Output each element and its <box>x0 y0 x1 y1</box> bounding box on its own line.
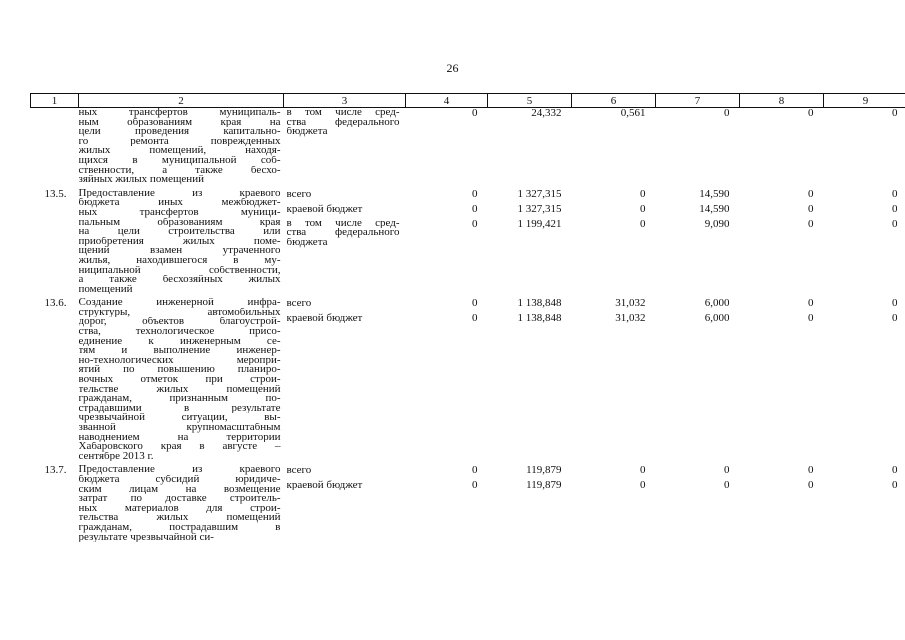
value-cell: 119,879 <box>526 464 562 477</box>
value-cell: 0 <box>472 479 478 492</box>
value-cell: 0 <box>472 202 478 215</box>
table-row <box>31 108 905 185</box>
value-column-6 <box>572 108 656 185</box>
value-column-4 <box>406 108 488 185</box>
value-column-5 <box>488 298 572 461</box>
value-cell: 0 <box>640 464 646 477</box>
table-row <box>31 189 905 295</box>
value-cell: 0 <box>808 107 814 119</box>
value-cell: 1 327,315 <box>517 202 562 215</box>
value-cell: 0 <box>808 479 814 492</box>
value-cell: 0 <box>472 464 478 477</box>
budget-table <box>30 93 905 542</box>
description-line: страдавшими в результате <box>78 403 281 414</box>
funding-source-line: краевой бюджет <box>286 203 363 214</box>
item-description <box>79 189 284 295</box>
value-column-9 <box>824 189 905 295</box>
funding-source-line: ства федерального <box>286 228 400 238</box>
funding-source <box>284 465 406 542</box>
description-line: тям и выполнение инженер- <box>78 346 281 356</box>
column-header-7: 7 <box>656 94 740 108</box>
description-line: бюджета иных межбюджет- <box>78 198 281 208</box>
description-line: тельства жилых помещений <box>78 513 281 523</box>
funding-source <box>284 189 406 295</box>
header-row <box>31 94 905 108</box>
column-header-6: 6 <box>572 94 656 108</box>
value-cell: 1 199,421 <box>517 217 562 230</box>
table-header <box>31 94 905 108</box>
value-cell: 0 <box>472 187 478 200</box>
value-cell: 1 327,315 <box>517 187 562 200</box>
value-cell: 0,561 <box>620 107 646 119</box>
value-cell: 31,032 <box>615 297 646 310</box>
value-column-4 <box>406 189 488 295</box>
description-line: гражданам, признанным по- <box>78 394 281 404</box>
funding-source-entry <box>287 313 400 328</box>
value-cell: 0 <box>808 297 814 310</box>
item-code: 13.7. <box>44 464 67 477</box>
column-header-9: 9 <box>824 94 905 108</box>
description-line: зяйных жилых помещений <box>78 175 204 185</box>
value-cell: 1 138,848 <box>517 297 562 310</box>
item-code: 13.5. <box>44 187 67 200</box>
value-cell: 1 138,848 <box>517 312 562 325</box>
description-line: ных трансфертов муниципаль- <box>78 108 281 118</box>
value-cell: 0 <box>892 312 898 325</box>
item-code: 13.6. <box>44 297 67 310</box>
description-line: ниципальной собственности, <box>78 265 281 276</box>
description-line: цели проведения капитально- <box>78 127 281 137</box>
funding-source-line: краевой бюджет <box>286 480 363 491</box>
funding-source-entry <box>287 298 400 313</box>
description-line: на цели строительства или <box>78 227 281 237</box>
value-column-9 <box>824 298 905 461</box>
value-column-8 <box>740 298 824 461</box>
funding-source-entry <box>287 480 400 495</box>
item-description <box>79 108 284 185</box>
value-cell: 0 <box>724 479 730 492</box>
description-line: Создание инженерной инфра- <box>78 298 281 308</box>
value-cell: 0 <box>472 217 478 230</box>
value-column-5 <box>488 108 572 185</box>
description-line: Предоставление из краевого <box>78 188 281 199</box>
value-cell: 0 <box>808 464 814 477</box>
value-cell: 24,332 <box>531 107 562 119</box>
value-column-6 <box>572 465 656 542</box>
value-cell: 119,879 <box>526 479 562 492</box>
value-column-7 <box>656 189 740 295</box>
description-line: щихся в муниципальной соб- <box>78 155 281 166</box>
description-line: ным образованиям края на <box>78 117 281 128</box>
page-number: 26 <box>446 61 459 75</box>
value-column-8 <box>740 108 824 185</box>
value-column-5 <box>488 189 572 295</box>
value-column-9 <box>824 108 905 185</box>
value-cell: 0 <box>892 187 898 200</box>
description-line: а также бесхозяйных жилых <box>78 275 281 285</box>
description-line: дорог, объектов благоустрой- <box>78 317 281 328</box>
column-header-1: 1 <box>31 94 79 108</box>
funding-source-line: бюджета <box>286 237 328 248</box>
value-cell: 0 <box>724 464 730 477</box>
description-line: сентябре 2013 г. <box>78 451 154 462</box>
value-cell: 0 <box>472 312 478 325</box>
column-header-2: 2 <box>79 94 284 108</box>
value-cell: 0 <box>640 187 646 200</box>
funding-source-entry <box>287 219 400 248</box>
value-column-7 <box>656 298 740 461</box>
column-header-8: 8 <box>740 94 824 108</box>
description-line: затрат по доставке строитель- <box>78 494 281 504</box>
funding-source-line: бюджета <box>286 127 328 137</box>
value-column-4 <box>406 298 488 461</box>
value-cell: 9,090 <box>704 217 730 230</box>
funding-source <box>284 108 406 185</box>
description-line: помещений <box>78 284 133 295</box>
funding-source-entry <box>287 204 400 219</box>
value-cell: 0 <box>808 312 814 325</box>
value-cell: 0 <box>472 107 478 119</box>
value-cell: 0 <box>808 187 814 200</box>
description-line: жилья, находившегося в му- <box>78 255 281 266</box>
description-line: ства, технологическое присо- <box>78 327 281 337</box>
value-cell: 0 <box>472 297 478 310</box>
description-line: ственности, а также бесхо- <box>78 165 281 176</box>
column-header-5: 5 <box>488 94 572 108</box>
funding-source-line: ства федерального <box>286 117 400 128</box>
description-line: Предоставление из краевого <box>78 465 281 475</box>
description-line: гражданам, пострадавшим в <box>78 522 281 533</box>
column-header-3: 3 <box>284 94 406 108</box>
value-column-9 <box>824 465 905 542</box>
description-line: пальным образованиям края <box>78 217 281 228</box>
value-cell: 6,000 <box>704 297 730 310</box>
value-column-7 <box>656 108 740 185</box>
description-line: Хабаровского края в августе – <box>78 442 281 452</box>
description-line: вочных отметок при строи- <box>78 375 281 385</box>
value-cell: 0 <box>640 202 646 215</box>
description-line: ятий по повышению планиро- <box>78 365 281 376</box>
value-cell: 0 <box>724 107 730 119</box>
value-column-8 <box>740 465 824 542</box>
funding-source-line: всего <box>286 465 312 476</box>
funding-source-line: в том числе сред- <box>286 108 400 118</box>
value-cell: 0 <box>640 479 646 492</box>
funding-source-entry <box>287 108 400 137</box>
description-line: го ремонта поврежденных <box>78 136 281 147</box>
funding-source-line: всего <box>286 298 312 309</box>
description-line: приобретения жилых поме- <box>78 236 281 247</box>
description-line: тельстве жилых помещений <box>78 384 281 395</box>
table-row <box>31 465 905 542</box>
value-cell: 6,000 <box>704 312 730 325</box>
description-line: наводнением на территории <box>78 432 281 443</box>
value-cell: 0 <box>892 297 898 310</box>
description-line: ским лицам на возмещение <box>78 484 281 495</box>
value-cell: 0 <box>892 479 898 492</box>
funding-source-line: в том числе сред- <box>286 218 400 229</box>
value-cell: 14,590 <box>699 187 730 200</box>
value-cell: 14,590 <box>699 202 730 215</box>
description-line: но-технологических меропри- <box>78 355 281 366</box>
description-line: ных материалов для строи- <box>78 503 281 514</box>
value-cell: 0 <box>892 464 898 477</box>
value-cell: 0 <box>808 217 814 230</box>
description-line: чрезвычайной ситуации, вы- <box>78 413 281 423</box>
value-cell: 0 <box>892 217 898 230</box>
value-column-6 <box>572 189 656 295</box>
funding-source-entry <box>287 189 400 204</box>
item-description <box>79 465 284 542</box>
description-line: щений взамен утраченного <box>78 246 281 256</box>
value-column-7 <box>656 465 740 542</box>
value-column-6 <box>572 298 656 461</box>
description-line: жилых помещений, находя- <box>78 146 281 156</box>
description-line: бюджета субсидий юридиче- <box>78 474 281 485</box>
description-line: структуры, автомобильных <box>78 307 281 318</box>
value-cell: 0 <box>640 217 646 230</box>
funding-source-line: всего <box>286 188 312 199</box>
item-description <box>79 298 284 461</box>
table-row <box>31 298 905 461</box>
description-line: званной крупномасштабным <box>78 423 281 433</box>
value-cell: 0 <box>892 202 898 215</box>
description-line: результате чрезвычайной си- <box>78 532 214 543</box>
item-code <box>31 108 79 185</box>
value-column-4 <box>406 465 488 542</box>
table-body <box>31 108 905 543</box>
funding-source-line: краевой бюджет <box>286 313 363 324</box>
funding-source-entry <box>287 465 400 480</box>
value-cell: 31,032 <box>615 312 646 325</box>
value-column-5 <box>488 465 572 542</box>
description-line: ных трансфертов муници- <box>78 207 281 218</box>
value-cell: 0 <box>808 202 814 215</box>
description-line: единение к инженерным се- <box>78 336 281 347</box>
value-column-8 <box>740 189 824 295</box>
funding-source <box>284 298 406 461</box>
column-header-4: 4 <box>406 94 488 108</box>
value-cell: 0 <box>892 107 898 119</box>
